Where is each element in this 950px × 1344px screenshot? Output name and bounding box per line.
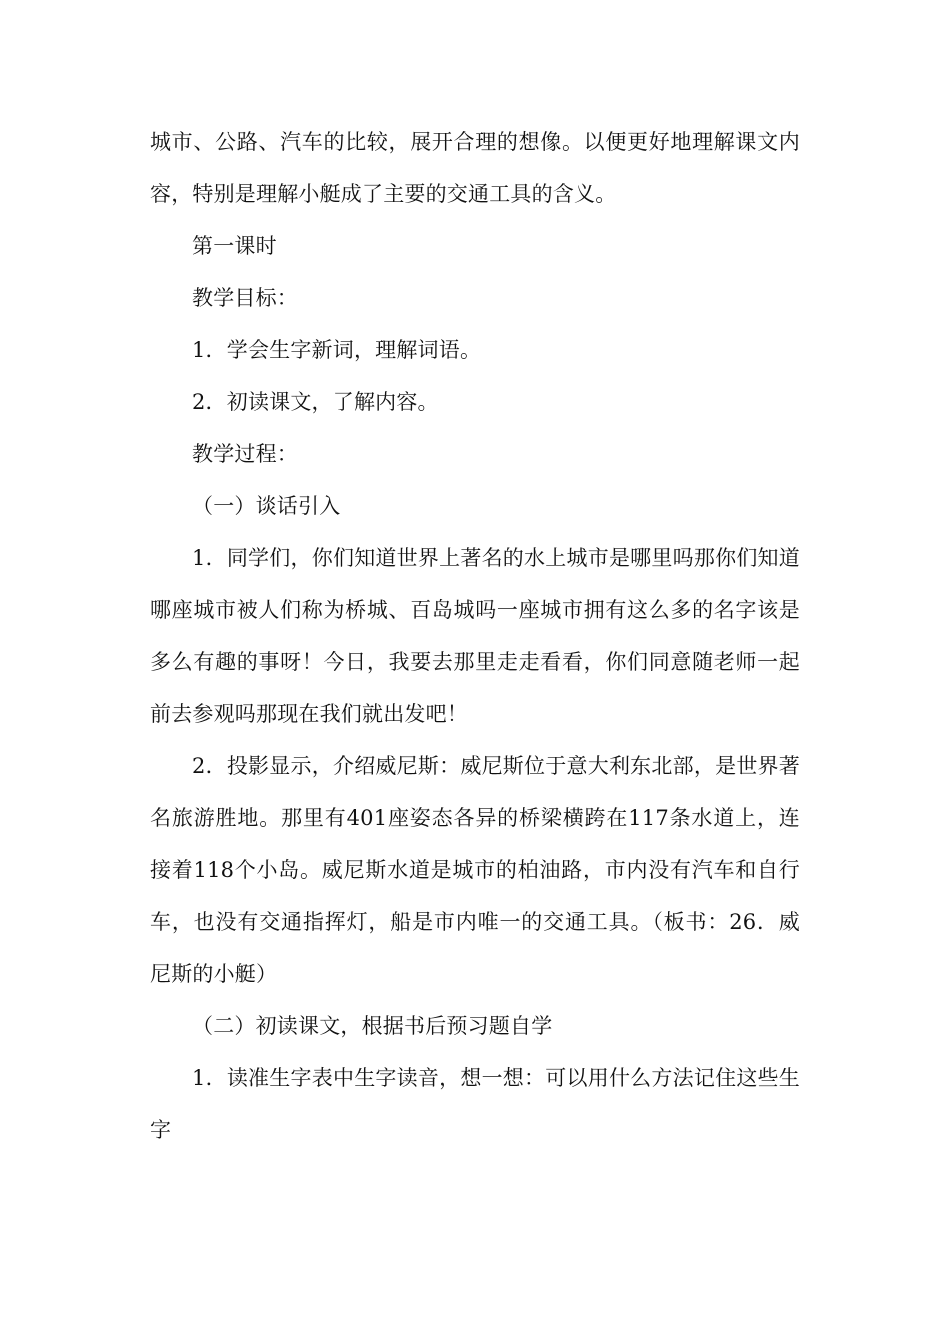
section-heading-2: （二）初读课文，根据书后预习题自学 xyxy=(192,1014,553,1038)
document-body xyxy=(150,116,800,1156)
process-paragraph-1: 1．同学们，你们知道世界上著名的水上城市是哪里吗那你们知道哪座城市被人们称为桥城、百岛城吗一座城市拥有这么多的名字该是多么有趣的事呀！今日，我要去那里走走看看，你们同意随老师一起前去参观吗那现在我们就出发吧！ xyxy=(150,546,800,726)
teaching-goals-heading: 教学目标： xyxy=(192,286,298,310)
process-paragraph-2: 2．投影显示，介绍威尼斯：威尼斯位于意大利东北部，是世界著名旅游胜地。那里有401座姿态各异的桥梁横跨在117条水道上，连接着118个小岛。威尼斯水道是城市的柏油路，市内没有汽车和自行车，也没有交通指挥灯，船是市内唯一的交通工具。（板书：26．威尼斯的小艇） xyxy=(150,754,801,986)
paragraph-intro-continuation: 城市、公路、汽车的比较，展开合理的想像。以便更好地理解课文内容，特别是理解小艇成了主要的交通工具的含义。 xyxy=(150,130,800,206)
goal-item-2: 2．初读课文，了解内容。 xyxy=(192,390,439,414)
goal-item-1: 1．学会生字新词，理解词语。 xyxy=(192,338,482,362)
section-heading-1: （一）谈话引入 xyxy=(192,494,341,518)
teaching-process-heading: 教学过程： xyxy=(192,442,298,466)
process-paragraph-3: 1．读准生字表中生字读音，想一想：可以用什么方法记住这些生字 xyxy=(150,1066,800,1142)
lesson-heading: 第一课时 xyxy=(192,234,277,258)
